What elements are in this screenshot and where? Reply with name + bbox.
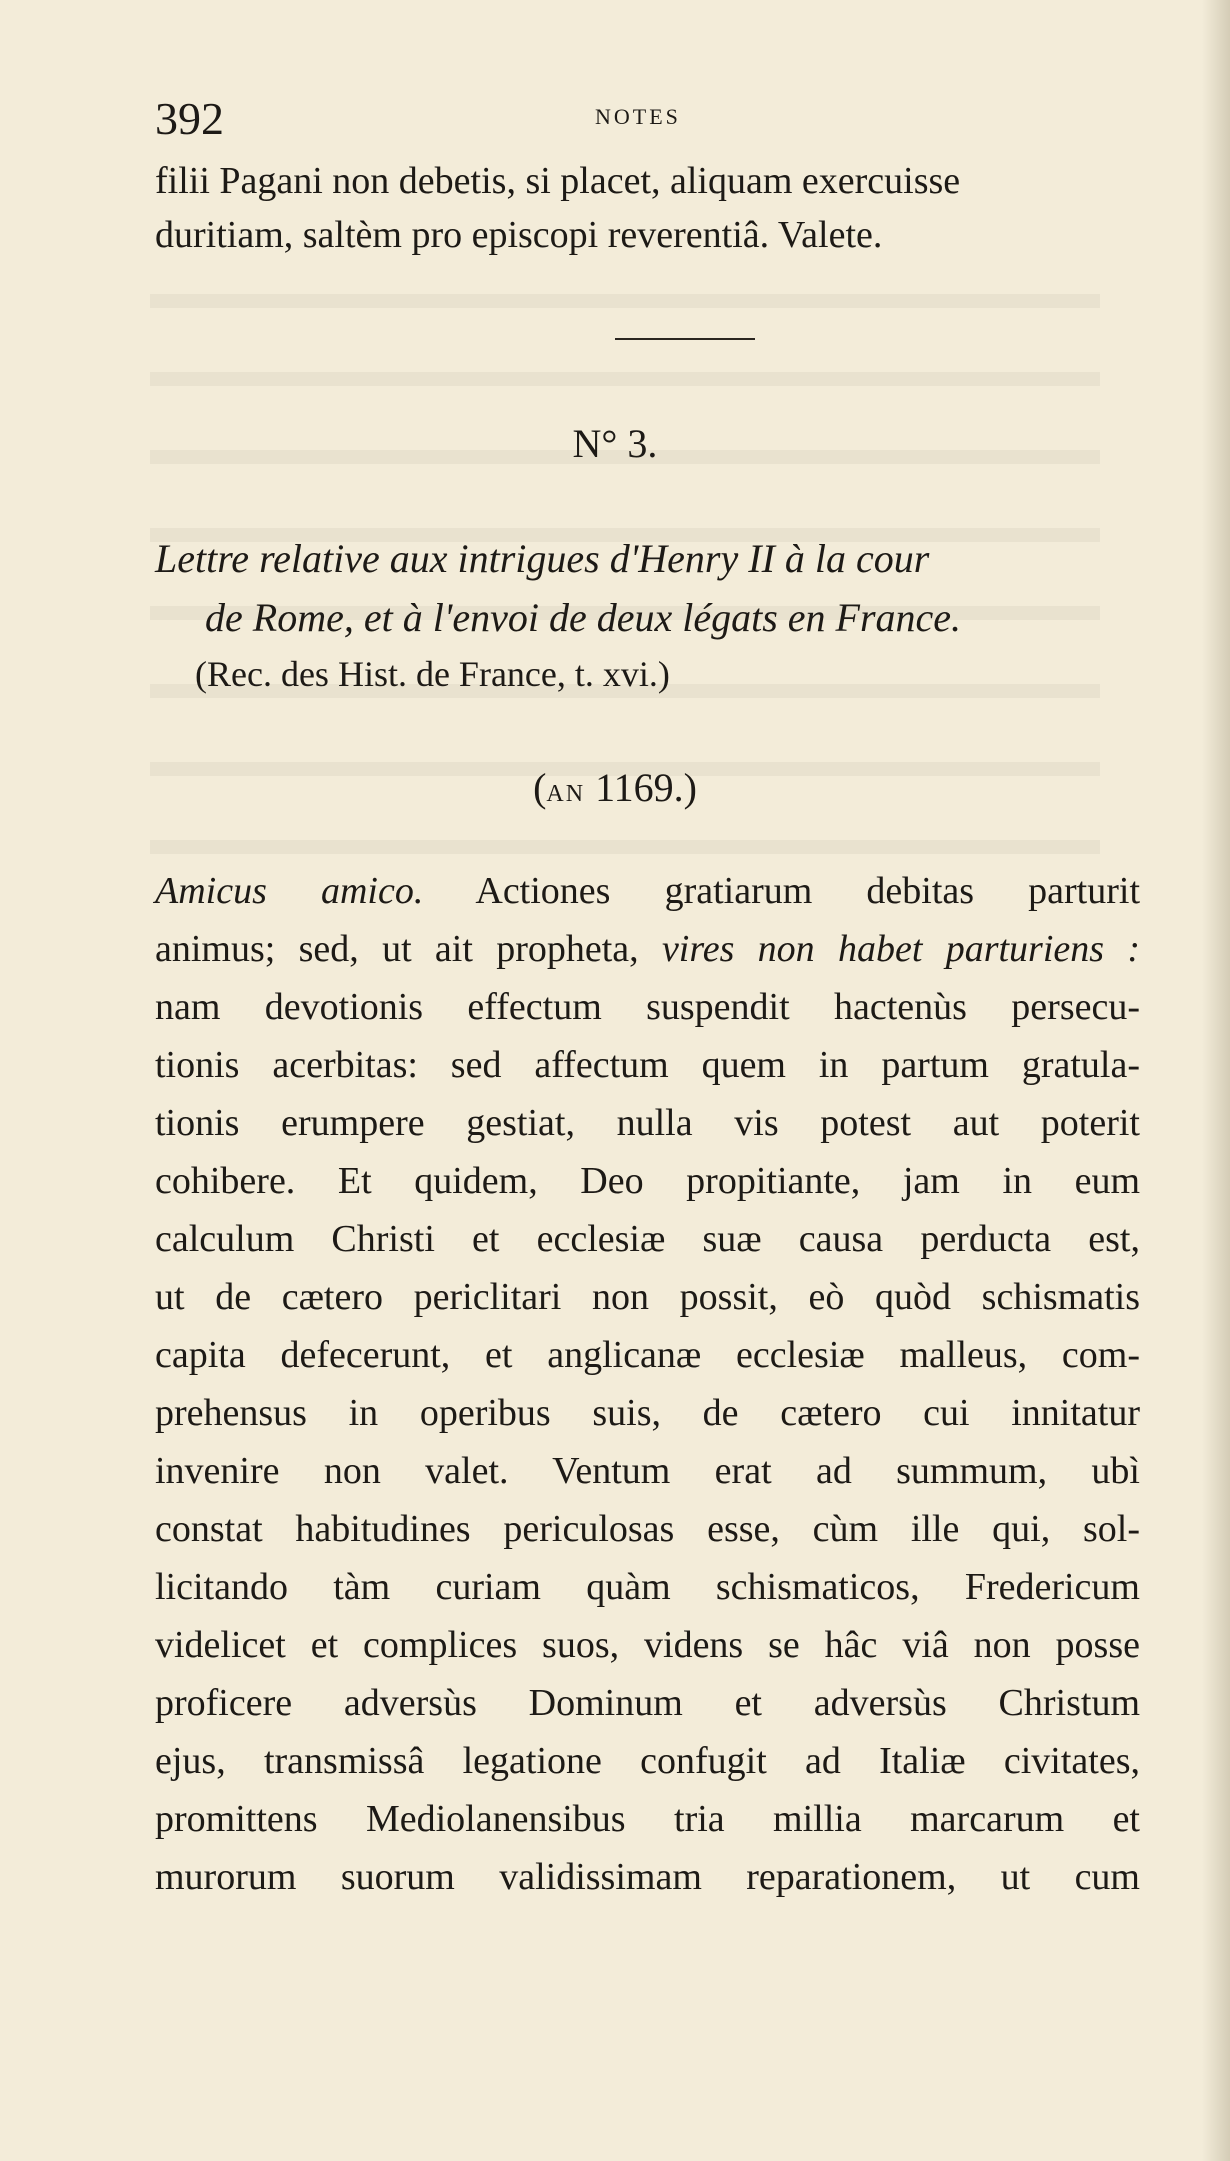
letter-line: invenire non valet. Ventum erat ad summum, ubì (155, 1450, 1140, 1492)
letter-line: tionis erumpere gestiat, nulla vis potest aut poterit (155, 1102, 1140, 1144)
letter-line: proficere adversùs Dominum et adversùs Christum (155, 1682, 1140, 1724)
date-year: 1169. (595, 765, 684, 810)
document-source: (Rec. des Hist. de France, t. xvi.) (195, 654, 670, 694)
document-date (0, 764, 1230, 811)
date-close-paren: ) (683, 765, 697, 810)
letter-line-1 (155, 862, 1140, 920)
letter-line: prehensus in operibus suis, de cætero cui innitatur (155, 1392, 1140, 1434)
letter-line: capita defecerunt, et anglicanæ ecclesiæ malleus, com- (155, 1334, 1140, 1376)
letter-line-1-text: Actiones gratiarum debitas parturit (423, 870, 1141, 912)
page-number: 392 (155, 93, 224, 144)
intro-line-1: filii Pagani non debetis, si placet, aliquam exercuisse (155, 160, 961, 202)
letter-line: nam devotionis effectum suspendit hactenùs persecu- (155, 986, 1140, 1028)
document-number: N° 3. (572, 421, 658, 466)
letter-line: licitando tàm curiam quàm schismaticos, Fredericum (155, 1566, 1140, 1608)
page-header (155, 93, 1145, 144)
document-title-line-1: Lettre relative aux intrigues d'Henry II à la cour (155, 536, 930, 581)
letter-line: promittens Mediolanensibus tria millia marcarum et (155, 1798, 1140, 1840)
letter-line: tionis acerbitas: sed affectum quem in partum gratula- (155, 1044, 1140, 1086)
letter-line: cohibere. Et quidem, Deo propitiante, jam in eum (155, 1160, 1140, 1202)
letter-line: constat habitudines periculosas esse, cùm ille qui, sol- (155, 1508, 1140, 1550)
letter-line: ejus, transmissâ legatione confugit ad Italiæ civitates, (155, 1740, 1140, 1782)
intro-line-2: duritiam, saltèm pro episcopi reverentiâ. Valete. (155, 214, 883, 256)
letter-line-2 (155, 920, 1140, 978)
letter-salutation: Amicus amico. (155, 870, 424, 912)
letter-quotation: vires non habet parturiens : (661, 928, 1140, 970)
date-open-paren: ( (533, 765, 547, 810)
date-an-label: AN (546, 781, 586, 807)
letter-line: calculum Christi et ecclesiæ suæ causa perducta est, (155, 1218, 1140, 1260)
letter-line-2-text: animus; sed, ut ait propheta, (155, 928, 662, 970)
letter-line: murorum suorum validissimam reparationem, ut cum (155, 1856, 1140, 1898)
running-head: NOTES (595, 104, 681, 129)
letter-line: videlicet et complices suos, videns se hâc viâ non posse (155, 1624, 1140, 1666)
section-divider (615, 338, 755, 340)
letter-line: ut de cætero periclitari non possit, eò quòd schismatis (155, 1276, 1140, 1318)
document-title-line-2: de Rome, et à l'envoi de deux légats en France. (205, 595, 962, 640)
page-edge-shadow (1202, 0, 1230, 2161)
